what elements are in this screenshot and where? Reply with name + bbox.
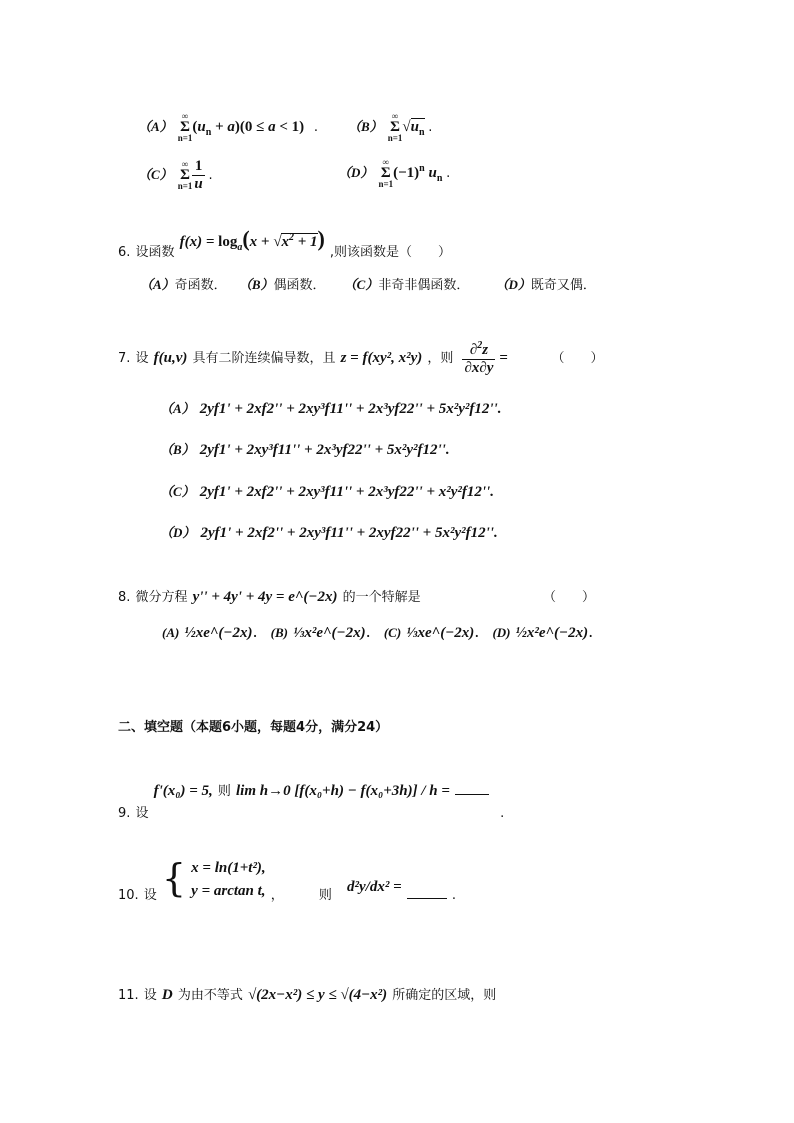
q9-given: f'(x₀) = 5, bbox=[153, 783, 213, 799]
q11-stem bbox=[118, 984, 496, 1004]
q7-text-a: 设 bbox=[135, 350, 149, 366]
q7-option-d-label: （D） bbox=[160, 525, 196, 540]
q6-option-c: （C）非奇非偶函数． bbox=[343, 277, 470, 293]
q5-option-c bbox=[138, 158, 213, 193]
q5-option-c-label: （C） bbox=[138, 166, 173, 182]
q9-limit: lim h→0 [f(x₀+h) − f(x₀+3h)] / h = bbox=[236, 783, 450, 799]
q8-stem bbox=[118, 586, 421, 606]
q11-number: 11. bbox=[118, 988, 139, 1003]
q9-answer-blank[interactable] bbox=[455, 794, 489, 795]
q6-options bbox=[140, 274, 596, 293]
q7-option-a bbox=[160, 398, 501, 418]
q5-option-a bbox=[138, 112, 318, 143]
q7-text-c: ，则 bbox=[427, 350, 454, 366]
q8-equation: y'' + 4y' + 4y = e^(−2x) bbox=[192, 589, 338, 605]
q6-suffix: ,则该函数是（ ） bbox=[329, 245, 452, 260]
q7-option-d bbox=[160, 522, 498, 542]
section-title: 二、填空题（本题6小题，每题4分，满分24） bbox=[118, 720, 389, 735]
q10-line2: y = arctan t, bbox=[191, 883, 266, 899]
q8-suffix: 的一个特解是 bbox=[342, 590, 421, 605]
q11-text-a: 为由不等式 bbox=[177, 988, 243, 1003]
q10-answer-blank[interactable] bbox=[407, 898, 447, 899]
q10-number: 10. bbox=[118, 888, 139, 903]
q6-stem bbox=[118, 226, 452, 263]
q9-prefix: 设 bbox=[135, 806, 149, 821]
q6-formula-render: $f(x) = \log_a(x + √x^2 + 1)$ bbox=[179, 226, 325, 253]
q5-option-d bbox=[338, 158, 450, 189]
q8-option-c: (C) ⅓xe^(−2x). bbox=[383, 622, 485, 641]
q11-prefix: 设 bbox=[143, 988, 157, 1003]
q5-option-b-render: ∞ Σ $n=1√u_n$ bbox=[387, 111, 425, 143]
q10-comma: ， bbox=[270, 888, 284, 903]
q6-prefix: 设函数 bbox=[135, 245, 175, 260]
q7-partial-fraction: $\frac{\partial^2z}{\partial x\partial y}$ = bbox=[464, 340, 512, 376]
q6-option-d: （D）既奇又偶． bbox=[495, 277, 596, 293]
q9-period: . bbox=[500, 806, 505, 821]
q8-number: 8. bbox=[118, 590, 131, 605]
q7-option-b-label: （B） bbox=[160, 442, 195, 457]
q8-paren: （ ） bbox=[543, 590, 596, 605]
q9-number: 9. bbox=[118, 806, 131, 821]
q5-option-a-render: ∞ Σ $n=1(u_n + a)(0 \le a < 1)$ bbox=[177, 111, 308, 143]
q7-option-a-expr: 2yf1' + 2xf2'' + 2xy³f11'' + 2x³yf22'' + 5x²y²f12''. bbox=[199, 401, 502, 417]
q5-option-b-label: （B） bbox=[348, 118, 383, 134]
q7-option-a-label: （A） bbox=[160, 401, 195, 416]
q11-inequality: √(2x−x²) ≤ y ≤ √(4−x²) bbox=[247, 987, 388, 1003]
q7-option-c bbox=[160, 481, 494, 501]
q10-period: . bbox=[451, 888, 456, 903]
q7-number: 7. bbox=[118, 350, 131, 366]
q5-option-a-end: . bbox=[313, 119, 319, 135]
q7-option-b bbox=[160, 439, 450, 459]
q10-then: 则 bbox=[318, 888, 332, 903]
q10-prefix: 设 bbox=[143, 888, 157, 903]
q7-text-b: 具有二阶连续偏导数，且 bbox=[192, 350, 336, 366]
q10-system bbox=[162, 856, 266, 900]
q11-region: D bbox=[161, 987, 173, 1003]
q10-deriv: d²y/dx² = bbox=[347, 879, 402, 895]
q8-option-b: (B) ⅓x²e^(−2x). bbox=[270, 622, 376, 641]
q11-text-b: 所确定的区域，则 bbox=[392, 988, 497, 1003]
q10-line1: x = ln(1+t²), bbox=[191, 860, 266, 876]
q7-option-c-label: （C） bbox=[160, 484, 195, 499]
q5-option-d-end: . bbox=[446, 165, 451, 181]
q5-option-d-label: （D） bbox=[338, 164, 374, 180]
q5-option-b-end: . bbox=[428, 119, 433, 135]
q8-option-a: (A) ½xe^(−2x). bbox=[162, 622, 263, 641]
q7-option-d-expr: 2yf1' + 2xf2'' + 2xy³f11'' + 2xyf22'' + 5x²y²f12''. bbox=[200, 525, 498, 541]
q7-option-c-expr: 2yf1' + 2xf2'' + 2xy³f11'' + 2x³yf22'' + x²y²f12''. bbox=[199, 484, 494, 500]
q7-stem bbox=[118, 340, 604, 377]
q5-option-b bbox=[348, 112, 432, 143]
q6-option-a: （A）奇函数． bbox=[140, 277, 227, 293]
q9-stem bbox=[118, 780, 505, 821]
q7-option-b-expr: 2yf1' + 2xy³f11'' + 2x³yf22'' + 5x²y²f12''. bbox=[199, 442, 450, 458]
q10-brace: { bbox=[161, 856, 187, 900]
q7-zdef: z = f(xy², x²y) bbox=[340, 349, 423, 366]
q5-option-c-render: ∞ Σ n=1 $\frac{1}{u}$ bbox=[177, 158, 203, 192]
q6-option-b: （B）偶函数． bbox=[238, 277, 326, 293]
q8-prefix: 微分方程 bbox=[135, 590, 188, 605]
q5-option-d-render: ∞ Σ $n=1(-1)^n$ $u_n$ bbox=[378, 157, 443, 189]
q7-func: f(u,v) bbox=[153, 349, 188, 366]
q7-paren: （ ） bbox=[551, 350, 604, 366]
q6-number: 6. bbox=[118, 245, 131, 260]
q8-option-d: (D) ½x²e^(−2x). bbox=[492, 622, 594, 641]
q10-stem bbox=[118, 856, 456, 903]
q5-option-c-end: . bbox=[208, 167, 213, 183]
q5-option-a-label: （A） bbox=[138, 118, 173, 134]
q9-then: 则 bbox=[217, 784, 231, 799]
q8-options bbox=[162, 622, 593, 642]
